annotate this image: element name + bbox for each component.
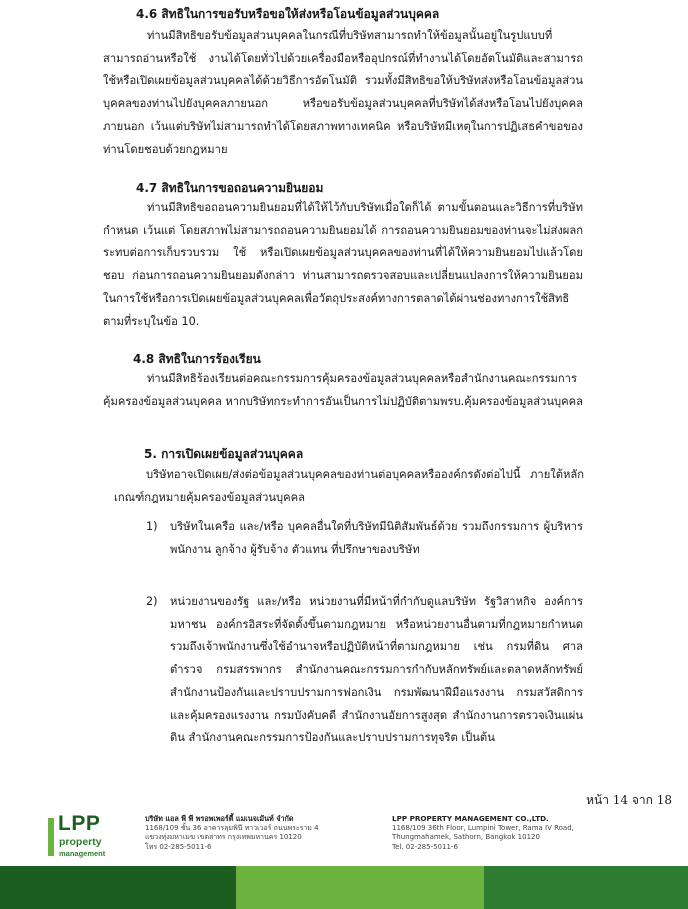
section-4-6-heading: 4.6 สิทธิในการขอรับหรือขอให้ส่งหรือโอนข้อมูลส่วนบุคคล xyxy=(136,7,440,21)
section-5-heading: 5. การเปิดเผยข้อมูลส่วนบุคคล xyxy=(144,447,304,461)
section-4-8-heading: 4.8 สิทธิในการร้องเรียน xyxy=(133,352,261,366)
section-4-8-body: ท่านมีสิทธิร้องเรียนต่อคณะกรรมการคุ้มครองข้อมูลส่วนบุคคลหรือสำนักงานคณะกรรมการคุ้มครองข้อมูลส่วนบุคคล หากบริษัทกระทำการอันเป็นการไม่ปฏิบัติตามพรบ.คุ้มครองข้อมูลส่วนบุคคล xyxy=(103,372,583,408)
company-name-thai: บริษัท แอล พี พี พรอพเพอร์ตี้ แมเนจเม้นท์ จำกัด xyxy=(145,814,294,823)
logo-text: LPP xyxy=(58,812,101,835)
section-5-body: บริษัทอาจเปิดเผย/ส่งต่อข้อมูลส่วนบุคคลของท่านต่อบุคคลหรือองค์กรดังต่อไปนี้ ภายใต้หลักเกณฑ์กฎหมายคุ้มครองข้อมูลส่วนบุคคล xyxy=(114,468,584,504)
phone-thai: โทร 02-285-5011-6 xyxy=(145,842,212,851)
phone-english: Tel. 02-285-5011-6 xyxy=(392,842,458,851)
list-item-1-number: 1) xyxy=(146,520,158,533)
address-thai-line1: 1168/109 ชั้น 36 อาคารลุมพินี ทาวเวอร์ ถนนพระราม 4 xyxy=(145,823,319,832)
company-name-english: LPP PROPERTY MANAGEMENT CO.,LTD. xyxy=(392,814,549,823)
stripe-mid-green xyxy=(484,866,688,909)
address-english-line2: Thungmahamek, Sathorn, Bangkok 10120 xyxy=(392,833,540,842)
stripe-light-green xyxy=(236,866,484,909)
section-4-6-body: ท่านมีสิทธิขอรับข้อมูลส่วนบุคคลในกรณีที่บริษัทสามารถทำให้ข้อมูลนั้นอยู่ในรูปแบบที่สามารถอ่านหรือใช้ งานได้โดยทั่วไปด้วยเครื่องมือหรืออุปกรณ์ที่ทำงานได้โดยอัตโนมัติและสามารถใช้หรือเปิดเผยข้อมูลส่วนบุคคลได้ด้วยวิธีการอัตโนมัติ รวมทั้งมีสิทธิขอให้บริษัทส่งหรือโอนข้อมูลส่วนบุคคลของท่านไปยังบุคคลภายนอก หรือขอรับข้อมูลส่วนบุคคลที่บริษัทได้ส่งหรือโอนไปยังบุคคลภายนอก เว้นแต่บริษัทไม่สามารถทำได้โดยสภาพทางเทคนิค หรือบริษัทมีเหตุในการปฏิเสธคำขอของท่านโดยชอบด้วยกฎหมาย xyxy=(103,29,583,156)
footer-color-stripe xyxy=(0,866,688,909)
logo-line-property: property xyxy=(59,836,102,848)
section-4-7-heading: 4.7 สิทธิในการขอถอนความยินยอม xyxy=(136,181,324,195)
logo-bar-icon xyxy=(48,818,54,856)
section-4-7-body: ท่านมีสิทธิขอถอนความยินยอมที่ได้ให้ไว้กับบริษัทเมื่อใดก็ได้ ตามขั้นตอนและวิธีการที่บริษัทกำหนด เว้นแต่ โดยสภาพไม่สามารถถอนความยินยอมได้ การถอนความยินยอมของท่านจะไม่ส่งผลกระทบต่อการเก็บรวบรวม ใช้ หรือเปิดเผยข้อมูลส่วนบุคคลของท่านที่ได้ให้ความยินยอมไปแล้วโดยชอบ ก่อนการถอนความยินยอมดังกล่าว ท่านสามารถตรวจสอบและเปลี่ยนแปลงการให้ความยินยอมในการใช้หรือการเปิดเผยข้อมูลส่วนบุคคลเพื่อวัตถุประสงค์ทางการตลาดได้ผ่านช่องทางการใช้สิทธิตามที่ระบุในข้อ 10. xyxy=(103,201,583,328)
address-english xyxy=(392,814,574,852)
address-thai xyxy=(145,814,319,852)
list-item-1-text: บริษัทในเครือ และ/หรือ บุคคลอื่นใดที่บริษัทมีนิติสัมพันธ์ด้วย รวมถึงกรรมการ ผู้บริหาร พนักงาน ลูกจ้าง ผู้รับจ้าง ตัวแทน ที่ปรึกษาของบริษัท xyxy=(170,520,583,556)
page-number: หน้า 14 จาก 18 xyxy=(586,793,672,807)
address-thai-line2: แขวงทุ่งมหาเมฆ เขตสาทร กรุงเทพมหานคร 10120 xyxy=(145,833,302,842)
list-item-2-text: หน่วยงานของรัฐ และ/หรือ หน่วยงานที่มีหน้าที่กำกับดูแลบริษัท รัฐวิสาหกิจ องค์การมหาชน องค์กรอิสระที่จัดตั้งขึ้นตามกฎหมาย หรือหน่วยงานอื่นตามที่กฎหมายกำหนด รวมถึงเจ้าพนักงานซึ่งใช้อำนาจหรือปฏิบัติหน้าที่ตามกฎหมาย เช่น กรมที่ดิน ศาล ตำรวจ กรมสรรพากร สำนักงานคณะกรรมการกำกับหลักทรัพย์และตลาดหลักทรัพย์ สำนักงานป้องกันและปราบปรามการฟอกเงิน กรมพัฒนาฝีมือแรงงาน กรมสวัสดิการและคุ้มครองแรงงาน กรมบังคับคดี สำนักงานอัยการสูงสุด สำนักงานการตรวจเงินแผ่นดิน สำนักงานคณะกรรมการป้องกันและปราบปรามการทุจริต เป็นต้น xyxy=(170,595,583,745)
logo-line-management: management xyxy=(59,849,106,858)
list-item-2-number: 2) xyxy=(146,595,158,608)
address-english-line1: 1168/109 36th Floor, Lumpini Tower, Rama IV Road, xyxy=(392,823,574,832)
stripe-dark-green xyxy=(0,866,236,909)
